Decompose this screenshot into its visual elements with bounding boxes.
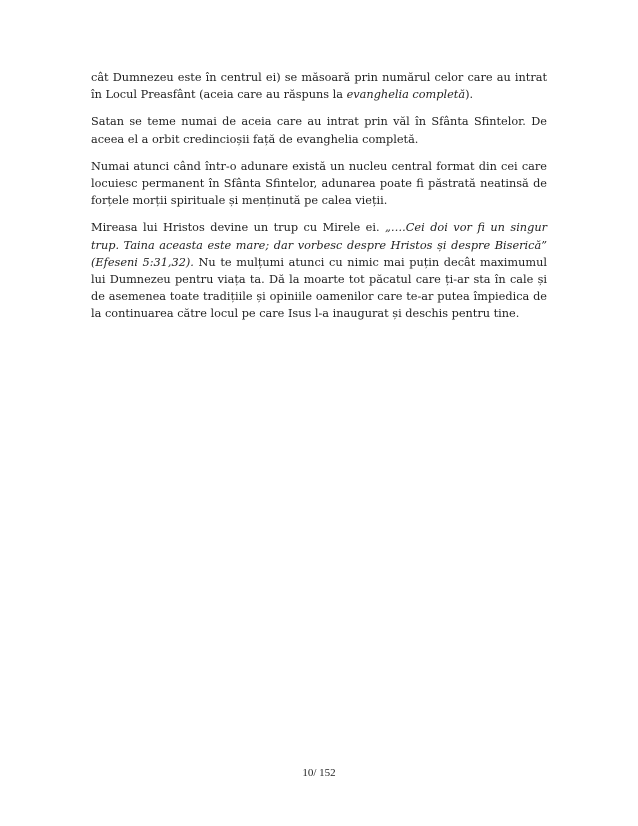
paragraph [91,113,547,147]
paragraph [91,158,547,210]
paragraph [91,69,547,103]
text-segment: Numai atunci când într-o adunare există un nucleu central format din cei care locuiesc permanent în Sfânta Sfintelor, adunarea poate fi păstrată neatinsă de forțele morții spirituale și menținută pe calea vieții. [91,159,547,208]
text-segment: Mireasa lui Hristos devine un trup cu Mirele ei. [91,221,386,235]
text-segment: ). [465,88,474,102]
italic-text: „….Cei doi vor fi un singur trup. Taina aceasta este mare; dar vorbesc despre Hristos și despre Biserică” (Efeseni 5:31,32). [91,221,547,269]
body-text [91,69,547,333]
text-segment: Satan se teme numai de aceia care au intrat prin văl în Sfânta Sfintelor. De aceea el a orbit credincioșii față de evanghelia completă. [91,115,547,146]
paragraph [91,219,547,322]
italic-text: evanghelia completă [346,88,466,102]
text-segment: cât Dumnezeu este în centrul ei) se măsoară prin numărul celor care au intrat în Locul Preasfânt (aceia care au răspuns la [91,71,547,102]
text-segment: Nu te mulțumi atunci cu nimic mai puțin decât maximumul lui Dumnezeu pentru viața ta. Dă la moarte tot păcatul care ți-ar sta în cale și de asemenea toate tradițiile și opiniile oamenilor care te-ar putea împiedica de la continuarea către locul pe care Isus l-a inaugurat și deschis pentru tine. [91,255,547,321]
page-number: 10/ 152 [302,767,336,779]
